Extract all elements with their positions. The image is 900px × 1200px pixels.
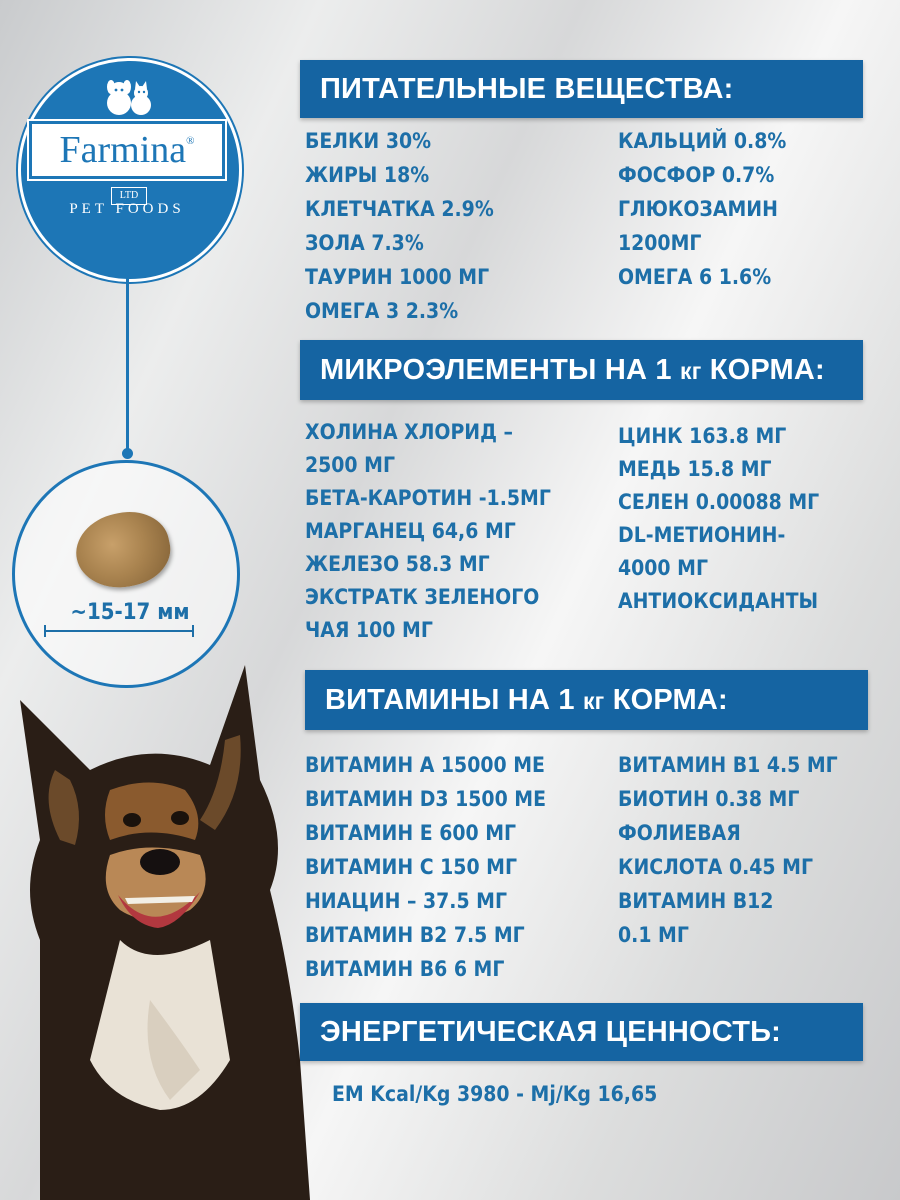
list-item: ОМЕГА 3 2.3% xyxy=(305,299,459,323)
logo-brand: Farmina xyxy=(59,129,187,171)
vitamins-left-list xyxy=(305,748,546,986)
vitamins-title-c: КОРМА: xyxy=(604,683,728,716)
list-item: КАЛЬЦИЙ 0.8% xyxy=(618,129,787,153)
energy-title: ЭНЕРГЕТИЧЕСКАЯ ЦЕННОСТЬ: xyxy=(320,1015,782,1048)
list-item: ВИТАМИН D3 1500 МЕ xyxy=(305,787,546,811)
list-item: БИОТИН 0.38 МГ xyxy=(618,787,800,811)
list-item: ФОЛИЕВАЯ xyxy=(618,821,741,845)
list-item: НИАЦИН – 37.5 МГ xyxy=(305,889,508,913)
micro-title-kg: кг xyxy=(679,357,702,384)
list-item: БЕЛКИ 30% xyxy=(305,129,432,153)
list-item: БЕТА-КАРОТИН -1.5МГ xyxy=(305,486,551,510)
list-item: ФОСФОР 0.7% xyxy=(618,163,775,187)
nutrients-header xyxy=(300,60,863,118)
list-item: ХОЛИНА ХЛОРИД – xyxy=(305,420,513,444)
list-item: ГЛЮКОЗАМИН xyxy=(618,197,778,221)
vitamins-title-a: ВИТАМИНЫ НА 1 xyxy=(325,683,583,716)
list-item: МАРГАНЕЦ 64,6 МГ xyxy=(305,519,516,543)
list-item: DL-МЕТИОНИН- xyxy=(618,523,786,547)
vitamins-title xyxy=(325,684,728,717)
nutrients-left-list xyxy=(305,124,494,328)
nutrients-title: ПИТАТЕЛЬНЫЕ ВЕЩЕСТВА: xyxy=(320,72,734,105)
energy-header xyxy=(300,1003,863,1061)
kibble-size-label: ~15-17 мм xyxy=(70,600,190,625)
list-item: 1200МГ xyxy=(618,231,702,255)
farmina-logo xyxy=(18,58,242,282)
list-item: ВИТАМИН В2 7.5 МГ xyxy=(305,923,525,947)
logo-tagline: PET FOODS xyxy=(69,201,185,217)
list-item: 0.1 МГ xyxy=(618,923,689,947)
list-item: ЦИНК 163.8 МГ xyxy=(618,424,787,448)
list-item: ТАУРИН 1000 МГ xyxy=(305,265,490,289)
micro-right-list xyxy=(618,420,819,618)
list-item: МЕДЬ 15.8 МГ xyxy=(618,457,772,481)
list-item: СЕЛЕН 0.00088 МГ xyxy=(618,490,820,514)
micro-title xyxy=(320,354,825,387)
micro-title-c: КОРМА: xyxy=(701,353,825,386)
vitamins-title-kg: кг xyxy=(582,687,605,714)
list-item: АНТИОКСИДАНТЫ xyxy=(618,589,819,613)
list-item: ЗОЛА 7.3% xyxy=(305,231,424,255)
list-item: ЖИРЫ 18% xyxy=(305,163,430,187)
energy-value: EM Kcal/Kg 3980 - Mj/Kg 16,65 xyxy=(332,1082,658,1106)
list-item: ВИТАМИН С 150 МГ xyxy=(305,855,518,879)
list-item: КИСЛОТА 0.45 МГ xyxy=(618,855,813,879)
list-item: ВИТАМИН А 15000 МЕ xyxy=(305,753,545,777)
micro-left-list xyxy=(305,416,551,647)
list-item: ЖЕЛЕЗО 58.3 МГ xyxy=(305,552,490,576)
logo-registered: ® xyxy=(186,135,195,147)
logo-ltd: LTD xyxy=(111,187,147,205)
list-item: ОМЕГА 6 1.6% xyxy=(618,265,772,289)
nutrients-right-list xyxy=(618,124,786,294)
list-item: ВИТАМИН В6 6 МГ xyxy=(305,957,505,981)
list-item: ВИТАМИН В12 xyxy=(618,889,774,913)
vitamins-right-list xyxy=(618,748,838,952)
dog-and-cat-icon xyxy=(99,77,159,117)
logo-wordmark-box xyxy=(29,121,225,179)
vitamins-header xyxy=(305,670,868,730)
list-item: ВИТАМИН В1 4.5 МГ xyxy=(618,753,838,777)
list-item: КЛЕТЧАТКА 2.9% xyxy=(305,197,494,221)
kibble-size-dimension-line xyxy=(44,630,194,632)
list-item: 2500 МГ xyxy=(305,453,395,477)
list-item: ЧАЯ 100 МГ xyxy=(305,618,433,642)
connector-dot xyxy=(122,448,133,459)
micro-header xyxy=(300,340,863,400)
dog-photo xyxy=(0,640,310,1200)
list-item: 4000 МГ xyxy=(618,556,708,580)
list-item: ЭКСТРАТК ЗЕЛЕНОГО xyxy=(305,585,540,609)
connector-line xyxy=(126,276,129,451)
micro-title-a: МИКРОЭЛЕМЕНТЫ НА 1 xyxy=(320,353,680,386)
list-item: ВИТАМИН Е 600 МГ xyxy=(305,821,517,845)
